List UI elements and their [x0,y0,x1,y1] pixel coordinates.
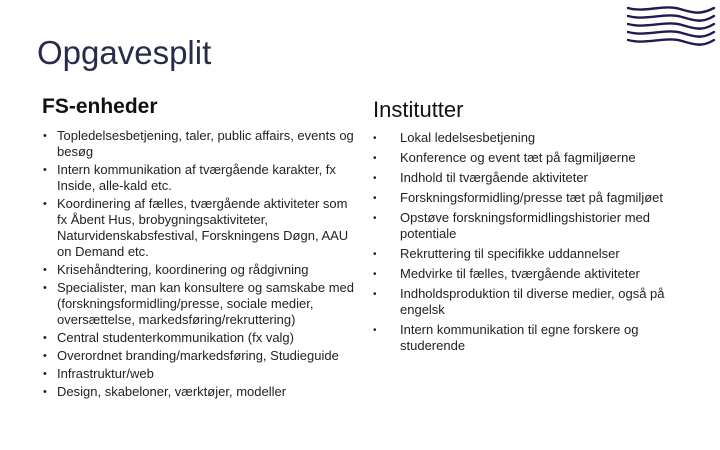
list-item-text: Overordnet branding/markedsføring, Studieguide [57,348,339,363]
list-item-text: Koordinering af fælles, tværgående aktiviteter som fx Åbent Hus, brobygningsaktiviteter, Naturvidenskabsfestival, Forskningens Døgn, AAU on Demand etc. [57,196,349,259]
list-item [373,190,698,206]
bullet-icon: • [373,269,377,280]
list-item [42,128,357,160]
list-item-text: Konference og event tæt på fagmiljøerne [400,150,636,165]
bullet-icon: • [373,289,377,300]
list-item-text: Central studenterkommunikation (fx valg) [57,330,294,345]
left-column-heading: FS-enheder [42,95,158,118]
list-item [373,322,698,354]
list-item-text: Indhold til tværgående aktiviteter [400,170,588,185]
list-item-text: Infrastruktur/web [57,366,154,381]
list-item [373,246,698,262]
list-item [42,262,357,278]
bullet-icon: • [43,130,47,142]
list-item-text: Indholdsproduktion til diverse medier, også på engelsk [400,286,665,317]
list-item-text: Topledelsesbetjening, taler, public affairs, events og besøg [57,128,354,159]
bullet-icon: • [373,325,377,336]
bullet-icon: • [373,213,377,224]
list-item-text: Lokal ledelsesbetjening [400,130,536,145]
bullet-icon: • [43,350,47,362]
list-item [373,210,698,242]
list-item [42,162,357,194]
bullet-icon: • [43,198,47,210]
bullet-icon: • [43,282,47,294]
bullet-icon: • [373,133,377,144]
list-item-text: Rekruttering til specifikke uddannelser [400,246,620,261]
bullet-icon: • [373,153,377,164]
list-item [42,280,357,328]
list-item-text: Specialister, man kan konsultere og samskabe med (forskningsformidling/presse, sociale medier, oversættelse, markedsføring/rekruttering) [57,280,354,327]
wave-lines-logo-icon [624,4,716,48]
list-item-text: Forskningsformidling/presse tæt på fagmiljøet [400,190,663,205]
bullet-icon: • [43,264,47,276]
list-item-text: Intern kommunikation af tværgående karakter, fx Inside, alle-kald etc. [57,162,336,193]
bullet-icon: • [373,173,377,184]
list-item [42,384,357,400]
list-item [373,286,698,318]
slide-title: Opgavesplit [37,34,212,71]
left-bullet-list [42,128,357,402]
list-item [42,330,357,346]
right-bullet-list [373,130,698,358]
list-item [373,130,698,146]
bullet-icon: • [43,386,47,398]
list-item [373,266,698,282]
bullet-icon: • [373,249,377,260]
bullet-icon: • [43,332,47,344]
list-item [42,196,357,260]
list-item [373,150,698,166]
bullet-icon: • [43,164,47,176]
list-item-text: Krisehåndtering, koordinering og rådgivning [57,262,309,277]
list-item [373,170,698,186]
bullet-icon: • [373,193,377,204]
list-item-text: Design, skabeloner, værktøjer, modeller [57,384,287,399]
list-item [42,348,357,364]
list-item-text: Medvirke til fælles, tværgående aktiviteter [400,266,640,281]
list-item-text: Opstøve forskningsformidlingshistorier med potentiale [400,210,650,241]
list-item-text: Intern kommunikation til egne forskere og studerende [400,322,639,353]
right-column-heading: Institutter [373,97,464,122]
bullet-icon: • [43,368,47,380]
list-item [42,366,357,382]
